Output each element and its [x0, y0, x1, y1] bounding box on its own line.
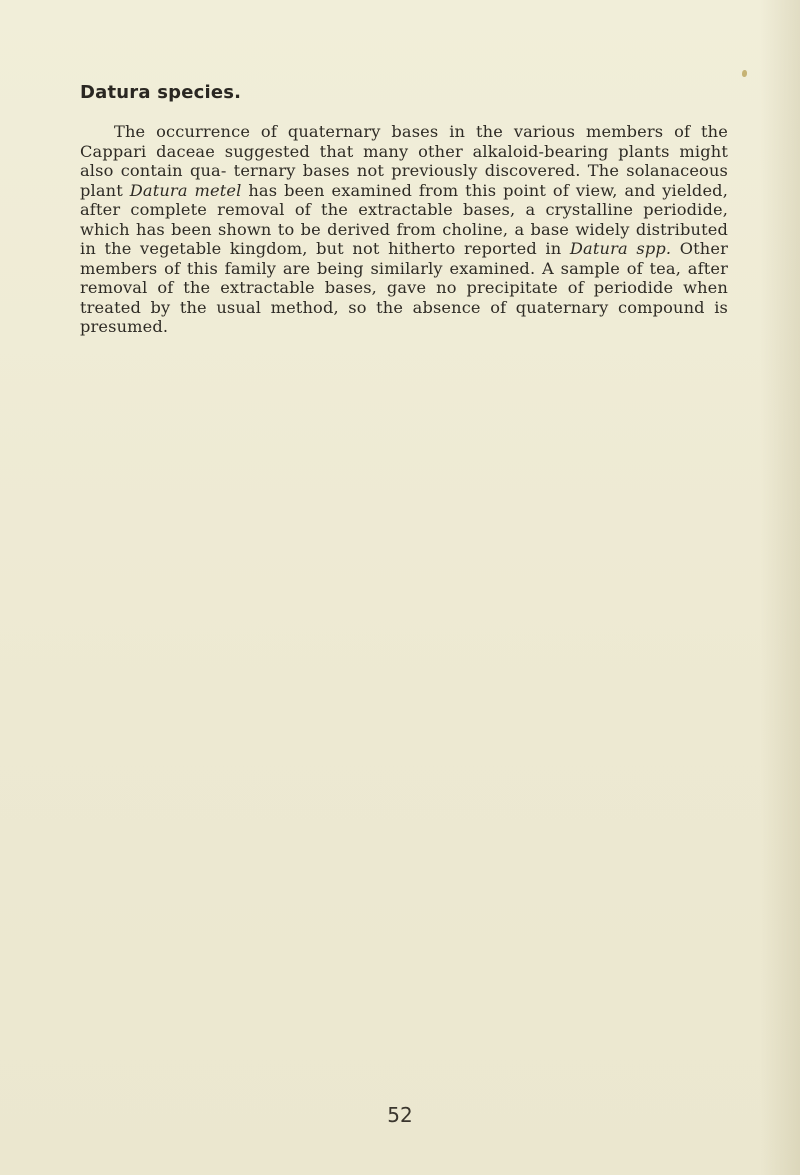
paper-blemish — [742, 70, 747, 77]
paragraph-text-3: Other members of this family are being similarly examined. A sample of tea, after removal of the extractable bases, gave no precipitate of periodide when treated by the usual method, so the absence of quaternary compound is presumed. — [80, 239, 728, 336]
species-name-datura-spp: Datura spp. — [569, 239, 672, 258]
body-paragraph — [80, 122, 728, 337]
page-number: 52 — [387, 1103, 413, 1127]
paragraph-text-2: has been examined from this point of view, and yielded, after complete removal of the extractable bases, a crystalline periodide, which has been shown to be derived from choline, a base widely distributed in the vegetable kingdom, but not hitherto reported in — [80, 180, 728, 258]
species-name-datura-metel: Datura metel — [129, 180, 242, 200]
section-heading: Datura species. — [80, 82, 242, 103]
page-edge-shadow — [760, 0, 800, 1175]
paragraph-text-1: The occurrence of quaternary bases in the various members of the Cappari daceae suggested that many other alkaloid-bearing plants might also contain qua- ternary bases not previously discovered. The solanaceous plant — [80, 122, 728, 200]
